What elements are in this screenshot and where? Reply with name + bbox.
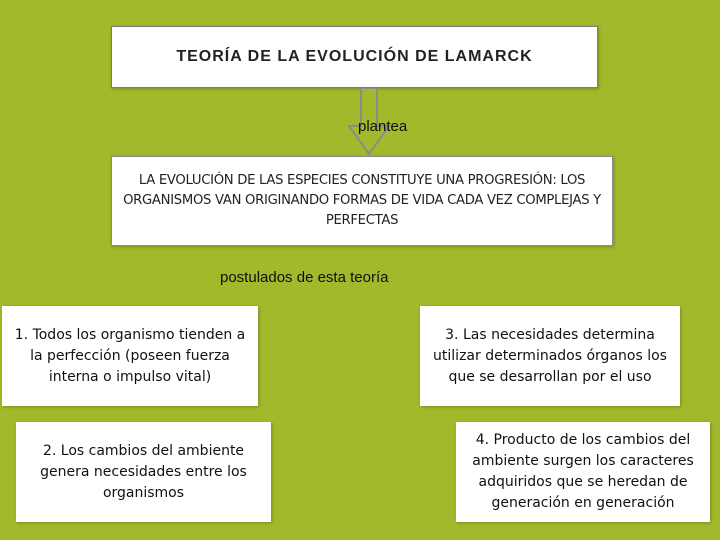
diagram-title: TEORÍA DE LA EVOLUCIÓN DE LAMARCK xyxy=(176,48,533,65)
postulate-2-box xyxy=(16,422,271,522)
postulate-3-text: 3. Las necesidades determina utilizar determinados órganos los que se desarrollan por el uso xyxy=(433,326,667,385)
postulate-4-box xyxy=(456,422,710,522)
postulate-1-text: 1. Todos los organismo tienden a la perfección (poseen fuerza interna o impulso vital) xyxy=(14,326,246,385)
postulates-label: postulados de esta teoría xyxy=(220,269,389,286)
title-box xyxy=(111,26,598,88)
main-statement: LA EVOLUCIÓN DE LAS ESPECIES CONSTITUYE UNA PROGRESIÓN: LOS ORGANISMOS VAN ORIGINANDO FORMAS DE VIDA CADA VEZ COMPLEJAS Y PERFECTAS xyxy=(123,173,601,228)
postulate-1-box xyxy=(2,306,258,406)
connector-label: plantea xyxy=(358,118,408,135)
postulate-4-text: 4. Producto de los cambios del ambiente surgen los caracteres adquiridos que se heredan de generación en generación xyxy=(472,432,694,511)
main-statement-box xyxy=(111,156,613,246)
postulate-3-box xyxy=(420,306,680,406)
postulate-2-text: 2. Los cambios del ambiente genera necesidades entre los organismos xyxy=(40,442,247,501)
